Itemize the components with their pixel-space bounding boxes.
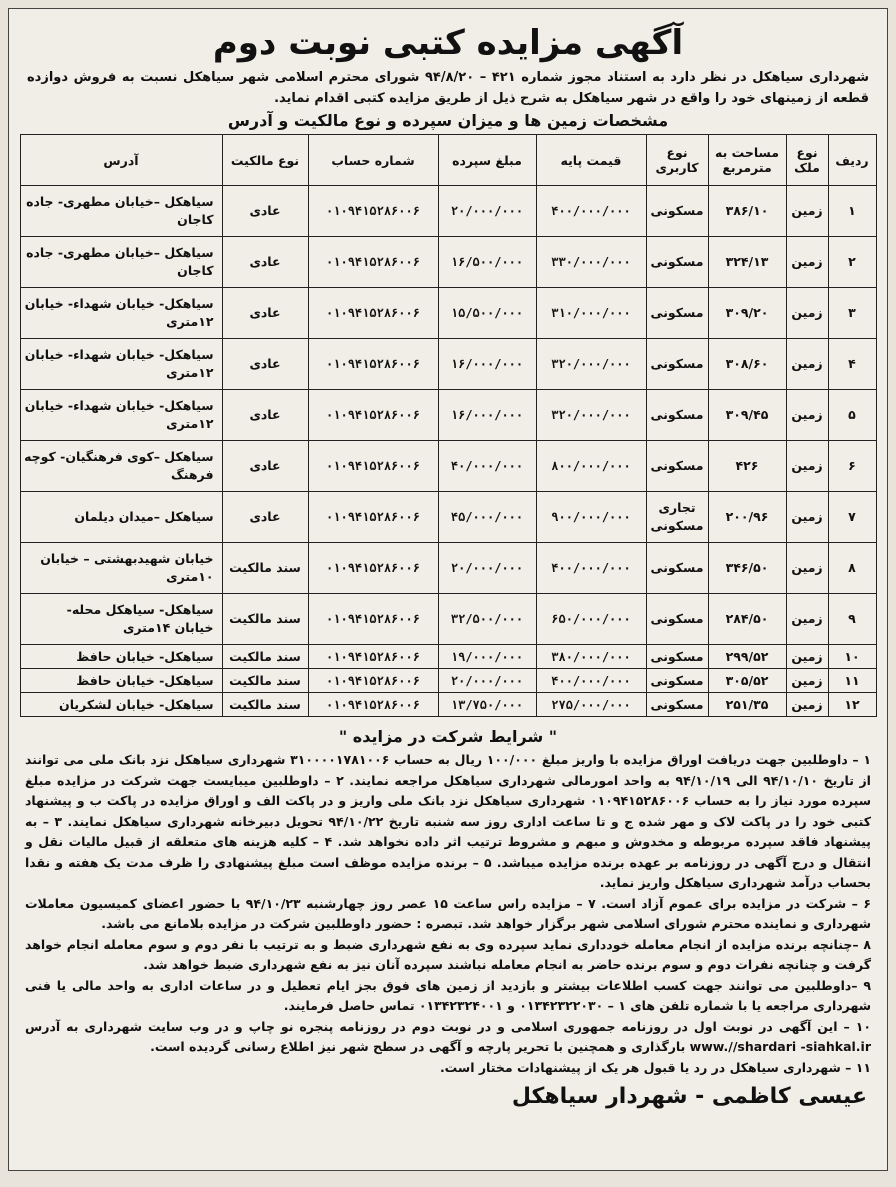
cell-row-number: ۱۲	[828, 693, 876, 717]
condition-paragraph: ۱۱ – شهرداری سیاهکل در رد یا قبول هر یک از پیشنهادات مختار است.	[439, 1059, 871, 1075]
cell-row-number: ۲	[828, 237, 876, 288]
cell-base-price: ۸۰۰/۰۰۰/۰۰۰	[536, 441, 646, 492]
header-row-number: ردیف	[828, 135, 876, 186]
cell-deposit: ۴۵/۰۰۰/۰۰۰	[438, 492, 536, 543]
table-row	[20, 669, 876, 693]
table-row	[20, 492, 876, 543]
cell-land-use: مسکونی	[646, 594, 708, 645]
cell-area: ۳۰۸/۶۰	[708, 339, 786, 390]
cell-ownership: عادی	[222, 492, 308, 543]
cell-address: سیاهکل –کوی فرهنگیان- کوچه فرهنگ	[20, 441, 222, 492]
cell-address: سیاهکل –خیابان مطهری- جاده کاجان	[20, 186, 222, 237]
table-row	[20, 693, 876, 717]
cell-ownership: سند مالکیت	[222, 669, 308, 693]
cell-land-use: مسکونی	[646, 390, 708, 441]
cell-row-number: ۵	[828, 390, 876, 441]
cell-land-use: مسکونی	[646, 237, 708, 288]
cell-base-price: ۳۳۰/۰۰۰/۰۰۰	[536, 237, 646, 288]
notice-title: آگهی مزایده کتبی نوبت دوم	[212, 23, 684, 63]
cell-area: ۲۵۱/۳۵	[708, 693, 786, 717]
cell-account-number: ۰۱۰۹۴۱۵۲۸۶۰۰۶	[308, 543, 438, 594]
cell-base-price: ۳۱۰/۰۰۰/۰۰۰	[536, 288, 646, 339]
cell-ownership: عادی	[222, 186, 308, 237]
cell-deposit: ۱۹/۰۰۰/۰۰۰	[438, 645, 536, 669]
cell-land-use: مسکونی	[646, 441, 708, 492]
cell-area: ۳۰۵/۵۲	[708, 669, 786, 693]
cell-deposit: ۴۰/۰۰۰/۰۰۰	[438, 441, 536, 492]
table-row	[20, 441, 876, 492]
header-address: آدرس	[20, 135, 222, 186]
cell-deposit: ۳۲/۵۰۰/۰۰۰	[438, 594, 536, 645]
table-row	[20, 543, 876, 594]
cell-property-type: زمین	[786, 237, 828, 288]
cell-account-number: ۰۱۰۹۴۱۵۲۸۶۰۰۶	[308, 339, 438, 390]
cell-deposit: ۱۶/۰۰۰/۰۰۰	[438, 390, 536, 441]
cell-ownership: عادی	[222, 339, 308, 390]
cell-address: خیابان شهیدبهشتی – خیابان ۱۰متری	[20, 543, 222, 594]
cell-address: سیاهکل- خیابان لشکریان	[20, 693, 222, 717]
cell-address: سیاهکل- خیابان حافظ	[20, 645, 222, 669]
table-row	[20, 186, 876, 237]
cell-ownership: عادی	[222, 237, 308, 288]
cell-ownership: سند مالکیت	[222, 543, 308, 594]
condition-paragraph: ۸ –چنانچه برنده مزایده از انجام معامله خودداری نماید سپرده وی به نفع شهرداری ضبط و به ترتیب با نفر دوم و سوم معامله انجام خواهد گرفت و چنانچه نفرات دوم و سوم برنده حاضر به انجام معامله نباشند سپرده آنان نیز به نفع شهرداری ضبط خواهد شد.	[25, 936, 871, 972]
cell-ownership: عادی	[222, 441, 308, 492]
cell-property-type: زمین	[786, 339, 828, 390]
cell-area: ۴۲۶	[708, 441, 786, 492]
cell-land-use: مسکونی	[646, 645, 708, 669]
cell-base-price: ۴۰۰/۰۰۰/۰۰۰	[536, 186, 646, 237]
cell-land-use: تجاری مسکونی	[646, 492, 708, 543]
cell-row-number: ۸	[828, 543, 876, 594]
conditions-title: " شرایط شرکت در مزایده "	[338, 727, 558, 746]
cell-land-use: مسکونی	[646, 543, 708, 594]
cell-base-price: ۴۰۰/۰۰۰/۰۰۰	[536, 669, 646, 693]
cell-address: سیاهکل- خیابان شهداء- خیابان ۱۲متری	[20, 339, 222, 390]
cell-row-number: ۱	[828, 186, 876, 237]
header-deposit: مبلغ سپرده	[438, 135, 536, 186]
cell-land-use: مسکونی	[646, 186, 708, 237]
cell-row-number: ۱۱	[828, 669, 876, 693]
cell-area: ۳۰۹/۲۰	[708, 288, 786, 339]
cell-address: سیاهکل- خیابان شهداء- خیابان ۱۲متری	[20, 288, 222, 339]
cell-ownership: عادی	[222, 390, 308, 441]
header-land-use: نوع کاربری	[646, 135, 708, 186]
header-base-price: قیمت پایه	[536, 135, 646, 186]
condition-paragraph: ۱۰ – این آگهی در نوبت اول در روزنامه جمهوری اسلامی و در نوبت دوم در روزنامه پنجره نو چاپ و در وب سایت شهرداری به آدرس www.//shardari -siahkal.ir بارگذاری و همچنین با تحریر پارچه و آگهی در سطح شهر نیز اطلاع رسانی گردیده است.	[25, 1018, 871, 1054]
cell-property-type: زمین	[786, 669, 828, 693]
land-table	[20, 134, 877, 717]
cell-account-number: ۰۱۰۹۴۱۵۲۸۶۰۰۶	[308, 693, 438, 717]
cell-address: سیاهکل- سیاهکل محله- خیابان ۱۴متری	[20, 594, 222, 645]
cell-base-price: ۲۷۵/۰۰۰/۰۰۰	[536, 693, 646, 717]
table-row	[20, 645, 876, 669]
signature: عیسی کاظمی - شهردار سیاهکل	[511, 1084, 867, 1109]
cell-property-type: زمین	[786, 693, 828, 717]
notice-page	[8, 8, 888, 1171]
cell-deposit: ۲۰/۰۰۰/۰۰۰	[438, 186, 536, 237]
cell-property-type: زمین	[786, 543, 828, 594]
cell-property-type: زمین	[786, 492, 828, 543]
cell-ownership: سند مالکیت	[222, 645, 308, 669]
table-header-row	[20, 135, 876, 186]
cell-row-number: ۱۰	[828, 645, 876, 669]
condition-paragraph: ۱ – داوطلبین جهت دریافت اوراق مزایده با واریز مبلغ ۱۰۰/۰۰۰ ریال به حساب ۳۱۰۰۰۰۱۷۸۱۰۰۶ شهرداری سیاهکل نزد بانک ملی می توانند از تاریخ ۹۴/۱۰/۱۰ الی ۹۴/۱۰/۱۹ به واحد امورمالی شهرداری سیاهکل مراجعه نمایند. ۲ – داوطلبین میبایست جهت شرکت در مزایده مبلغ سپرده مورد نیاز را به حساب ۰۱۰۹۴۱۵۲۸۶۰۰۶ شهرداری سیاهکل نزد بانک ملی واریز و در پاکت الف و اوراق مزایده در پاکت ب و پیشنهاد کتبی خود را در پاکت لاک و مهر شده ج و تا ساعت اداری روز سه شنبه تاریخ ۹۴/۱۰/۲۲ تحویل دبیرخانه شهرداری سیاهکل نمایند. ۳ – به پیشنهاد فاقد سپرده مربوطه و مخدوش و مبهم و مشروط ترتیب اثر داده نخواهد شد. ۴ – کلیه هزینه های متعلقه از قبیل مالیات نقل و انتقال و درج آگهی در روزنامه بر عهده برنده مزایده میباشد. ۵ – برنده مزایده موظف است مبلغ پیشنهادی را ظرف مدت یک هفته و نقدا بحساب درآمد شهرداری سیاهکل واریز نماید.	[25, 752, 872, 890]
condition-paragraph: ۹ –داوطلبین می توانند جهت کسب اطلاعات بیشتر و بازدید از زمین های فوق بجز ایام تعطیل و در ساعات اداری به واحد مالی یا فنی شهرداری مراجعه یا با شماره تلفن های ۱ – ۰۱۳۴۲۳۲۲۰۳۰ و ۰۱۳۴۲۳۲۴۰۰۱ تماس حاصل فرمایند.	[25, 977, 871, 1013]
condition-paragraph: ۶ – شرکت در مزایده برای عموم آزاد است. ۷ – مزایده راس ساعت ۱۵ عصر روز چهارشنبه ۹۴/۱۰/۲۳ با حضور اعضای کمیسیون معاملات شهرداری و نماینده محترم شورای اسلامی شهر برگزار خواهد شد. تبصره : حضور داوطلبین شرکت در مزایده بلامانع می باشد.	[25, 895, 872, 931]
cell-row-number: ۷	[828, 492, 876, 543]
cell-account-number: ۰۱۰۹۴۱۵۲۸۶۰۰۶	[308, 492, 438, 543]
cell-ownership: سند مالکیت	[222, 693, 308, 717]
cell-property-type: زمین	[786, 288, 828, 339]
cell-account-number: ۰۱۰۹۴۱۵۲۸۶۰۰۶	[308, 288, 438, 339]
cell-ownership: عادی	[222, 288, 308, 339]
cell-property-type: زمین	[786, 441, 828, 492]
cell-land-use: مسکونی	[646, 693, 708, 717]
cell-base-price: ۳۸۰/۰۰۰/۰۰۰	[536, 645, 646, 669]
table-title: مشخصات زمین ها و میزان سپرده و نوع مالکیت و آدرس	[227, 111, 669, 130]
header-account-number: شماره حساب	[308, 135, 438, 186]
cell-land-use: مسکونی	[646, 288, 708, 339]
cell-address: سیاهکل- خیابان شهداء- خیابان ۱۲متری	[20, 390, 222, 441]
cell-land-use: مسکونی	[646, 339, 708, 390]
cell-area: ۳۴۶/۵۰	[708, 543, 786, 594]
cell-account-number: ۰۱۰۹۴۱۵۲۸۶۰۰۶	[308, 594, 438, 645]
cell-account-number: ۰۱۰۹۴۱۵۲۸۶۰۰۶	[308, 237, 438, 288]
table-row	[20, 339, 876, 390]
cell-deposit: ۲۰/۰۰۰/۰۰۰	[438, 669, 536, 693]
cell-account-number: ۰۱۰۹۴۱۵۲۸۶۰۰۶	[308, 390, 438, 441]
table-row	[20, 237, 876, 288]
cell-base-price: ۳۲۰/۰۰۰/۰۰۰	[536, 339, 646, 390]
cell-deposit: ۲۰/۰۰۰/۰۰۰	[438, 543, 536, 594]
cell-account-number: ۰۱۰۹۴۱۵۲۸۶۰۰۶	[308, 645, 438, 669]
table-row	[20, 288, 876, 339]
header-ownership: نوع مالکیت	[222, 135, 308, 186]
cell-row-number: ۶	[828, 441, 876, 492]
cell-base-price: ۶۵۰/۰۰۰/۰۰۰	[536, 594, 646, 645]
intro-paragraph: شهرداری سیاهکل در نظر دارد به استناد مجوز شماره ۴۲۱ – ۹۴/۸/۲۰ شورای محترم اسلامی شهر سیاهکل نسبت به فروش دوازده قطعه از زمینهای خود را واقع در شهر سیاهکل به شرح ذیل از طریق مزایده کتبی اقدام نماید.	[27, 70, 869, 106]
cell-account-number: ۰۱۰۹۴۱۵۲۸۶۰۰۶	[308, 669, 438, 693]
header-property-type: نوع ملک	[786, 135, 828, 186]
cell-property-type: زمین	[786, 645, 828, 669]
cell-property-type: زمین	[786, 186, 828, 237]
cell-address: سیاهکل –خیابان مطهری- جاده کاجان	[20, 237, 222, 288]
cell-land-use: مسکونی	[646, 669, 708, 693]
cell-area: ۲۹۹/۵۲	[708, 645, 786, 669]
conditions-text	[9, 750, 887, 1078]
cell-deposit: ۱۳/۷۵۰/۰۰۰	[438, 693, 536, 717]
cell-row-number: ۴	[828, 339, 876, 390]
cell-ownership: سند مالکیت	[222, 594, 308, 645]
cell-property-type: زمین	[786, 390, 828, 441]
cell-base-price: ۴۰۰/۰۰۰/۰۰۰	[536, 543, 646, 594]
cell-property-type: زمین	[786, 594, 828, 645]
cell-area: ۳۲۴/۱۳	[708, 237, 786, 288]
header-area: مساحت به مترمربع	[708, 135, 786, 186]
cell-account-number: ۰۱۰۹۴۱۵۲۸۶۰۰۶	[308, 186, 438, 237]
cell-row-number: ۹	[828, 594, 876, 645]
cell-deposit: ۱۵/۵۰۰/۰۰۰	[438, 288, 536, 339]
cell-base-price: ۳۲۰/۰۰۰/۰۰۰	[536, 390, 646, 441]
table-row	[20, 390, 876, 441]
cell-deposit: ۱۶/۵۰۰/۰۰۰	[438, 237, 536, 288]
table-row	[20, 594, 876, 645]
cell-area: ۳۰۹/۴۵	[708, 390, 786, 441]
cell-address: سیاهکل- خیابان حافظ	[20, 669, 222, 693]
cell-base-price: ۹۰۰/۰۰۰/۰۰۰	[536, 492, 646, 543]
cell-account-number: ۰۱۰۹۴۱۵۲۸۶۰۰۶	[308, 441, 438, 492]
cell-address: سیاهکل –میدان دیلمان	[20, 492, 222, 543]
cell-row-number: ۳	[828, 288, 876, 339]
cell-deposit: ۱۶/۰۰۰/۰۰۰	[438, 339, 536, 390]
cell-area: ۲۰۰/۹۶	[708, 492, 786, 543]
cell-area: ۳۸۶/۱۰	[708, 186, 786, 237]
cell-area: ۲۸۴/۵۰	[708, 594, 786, 645]
